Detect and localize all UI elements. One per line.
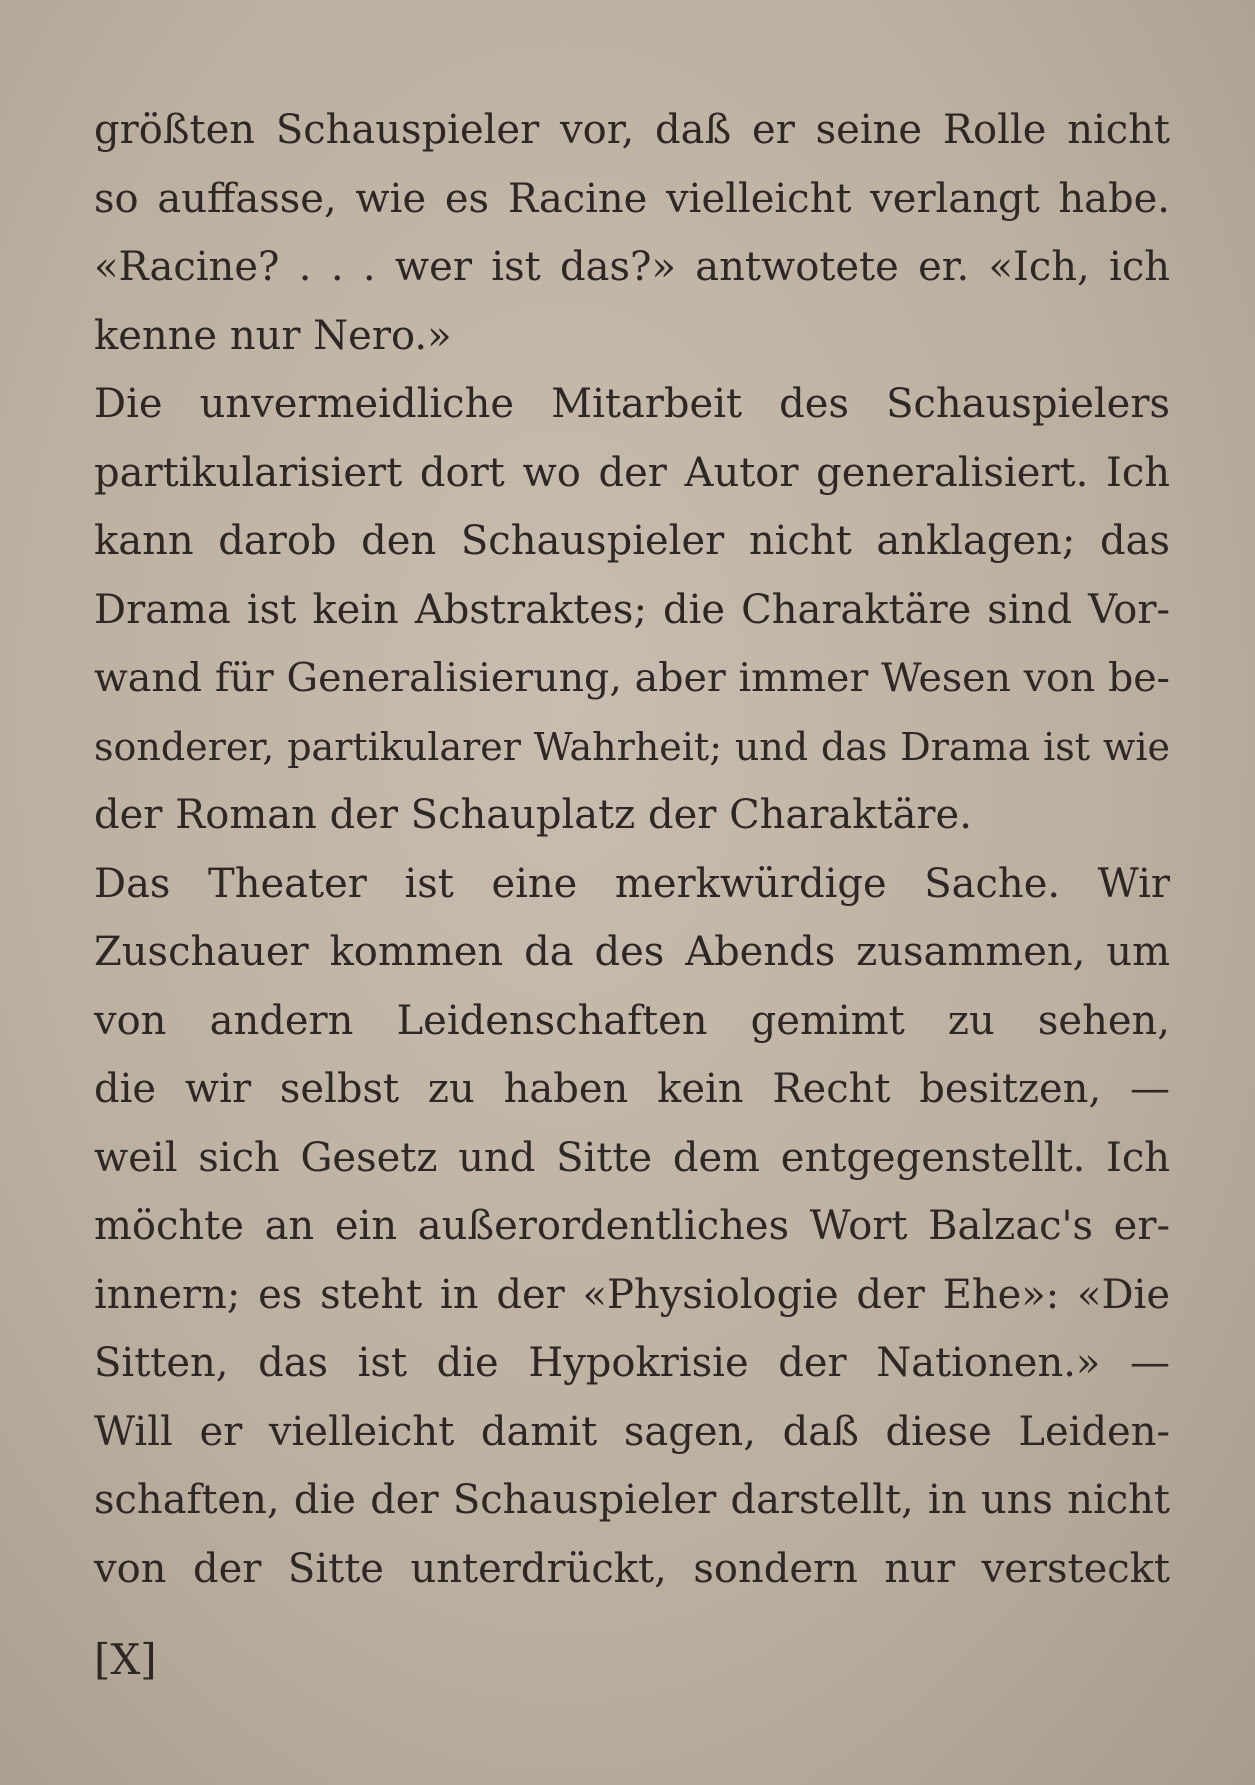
text-line: Die unvermeidliche Mitarbeit des Schauspielers <box>94 381 1170 427</box>
text-line: von der Sitte unterdrückt, sondern nur versteckt <box>94 1545 1170 1592</box>
page-number: [X] <box>94 1635 157 1684</box>
text-line: schaften, die der Schauspieler darstellt, in uns nicht <box>94 1477 1170 1523</box>
body-text <box>94 96 1170 1603</box>
text-line: die wir selbst zu haben kein Recht besitzen, — <box>94 1066 1170 1112</box>
text-line: weil sich Gesetz und Sitte dem entgegenstellt. Ich <box>94 1134 1170 1181</box>
text-line: Das Theater ist eine merkwürdige Sache. Wir <box>94 860 1170 907</box>
text-line: Sitten, das ist die Hypokrisie der Nationen.» — <box>94 1340 1170 1386</box>
text-line: «Racine? . . . wer ist das?» antwotete er. «Ich, ich <box>94 244 1170 290</box>
text-line: kann darob den Schauspieler nicht anklagen; das <box>94 518 1170 564</box>
text-line: wand für Generalisierung, aber immer Wesen von be- <box>94 655 1170 701</box>
text-line: Will er vielleicht damit sagen, daß diese Leiden- <box>94 1408 1170 1455</box>
text-line: Zuschauer kommen da des Abends zusammen, um <box>94 929 1170 975</box>
text-line: Drama ist kein Abstraktes; die Charaktäre sind Vor- <box>94 586 1170 633</box>
text-line: kenne nur Nero.» <box>94 312 452 359</box>
text-line: innern; es steht in der «Physiologie der Ehe»: «Die <box>94 1271 1170 1318</box>
text-line: sonderer, partikularer Wahrheit; und das Drama ist wie <box>94 724 1170 769</box>
text-line: möchte an ein außerordentliches Wort Balzac's er- <box>94 1203 1170 1249</box>
text-line: der Roman der Schauplatz der Charaktäre. <box>94 792 972 838</box>
text-line: so auffasse, wie es Racine vielleicht verlangt habe. <box>94 175 1170 222</box>
text-line: partikularisiert dort wo der Autor generalisiert. Ich <box>94 449 1170 496</box>
text-line: von andern Leidenschaften gemimt zu sehen, <box>94 997 1170 1044</box>
text-line: größten Schauspieler vor, daß er seine Rolle nicht <box>94 107 1170 153</box>
